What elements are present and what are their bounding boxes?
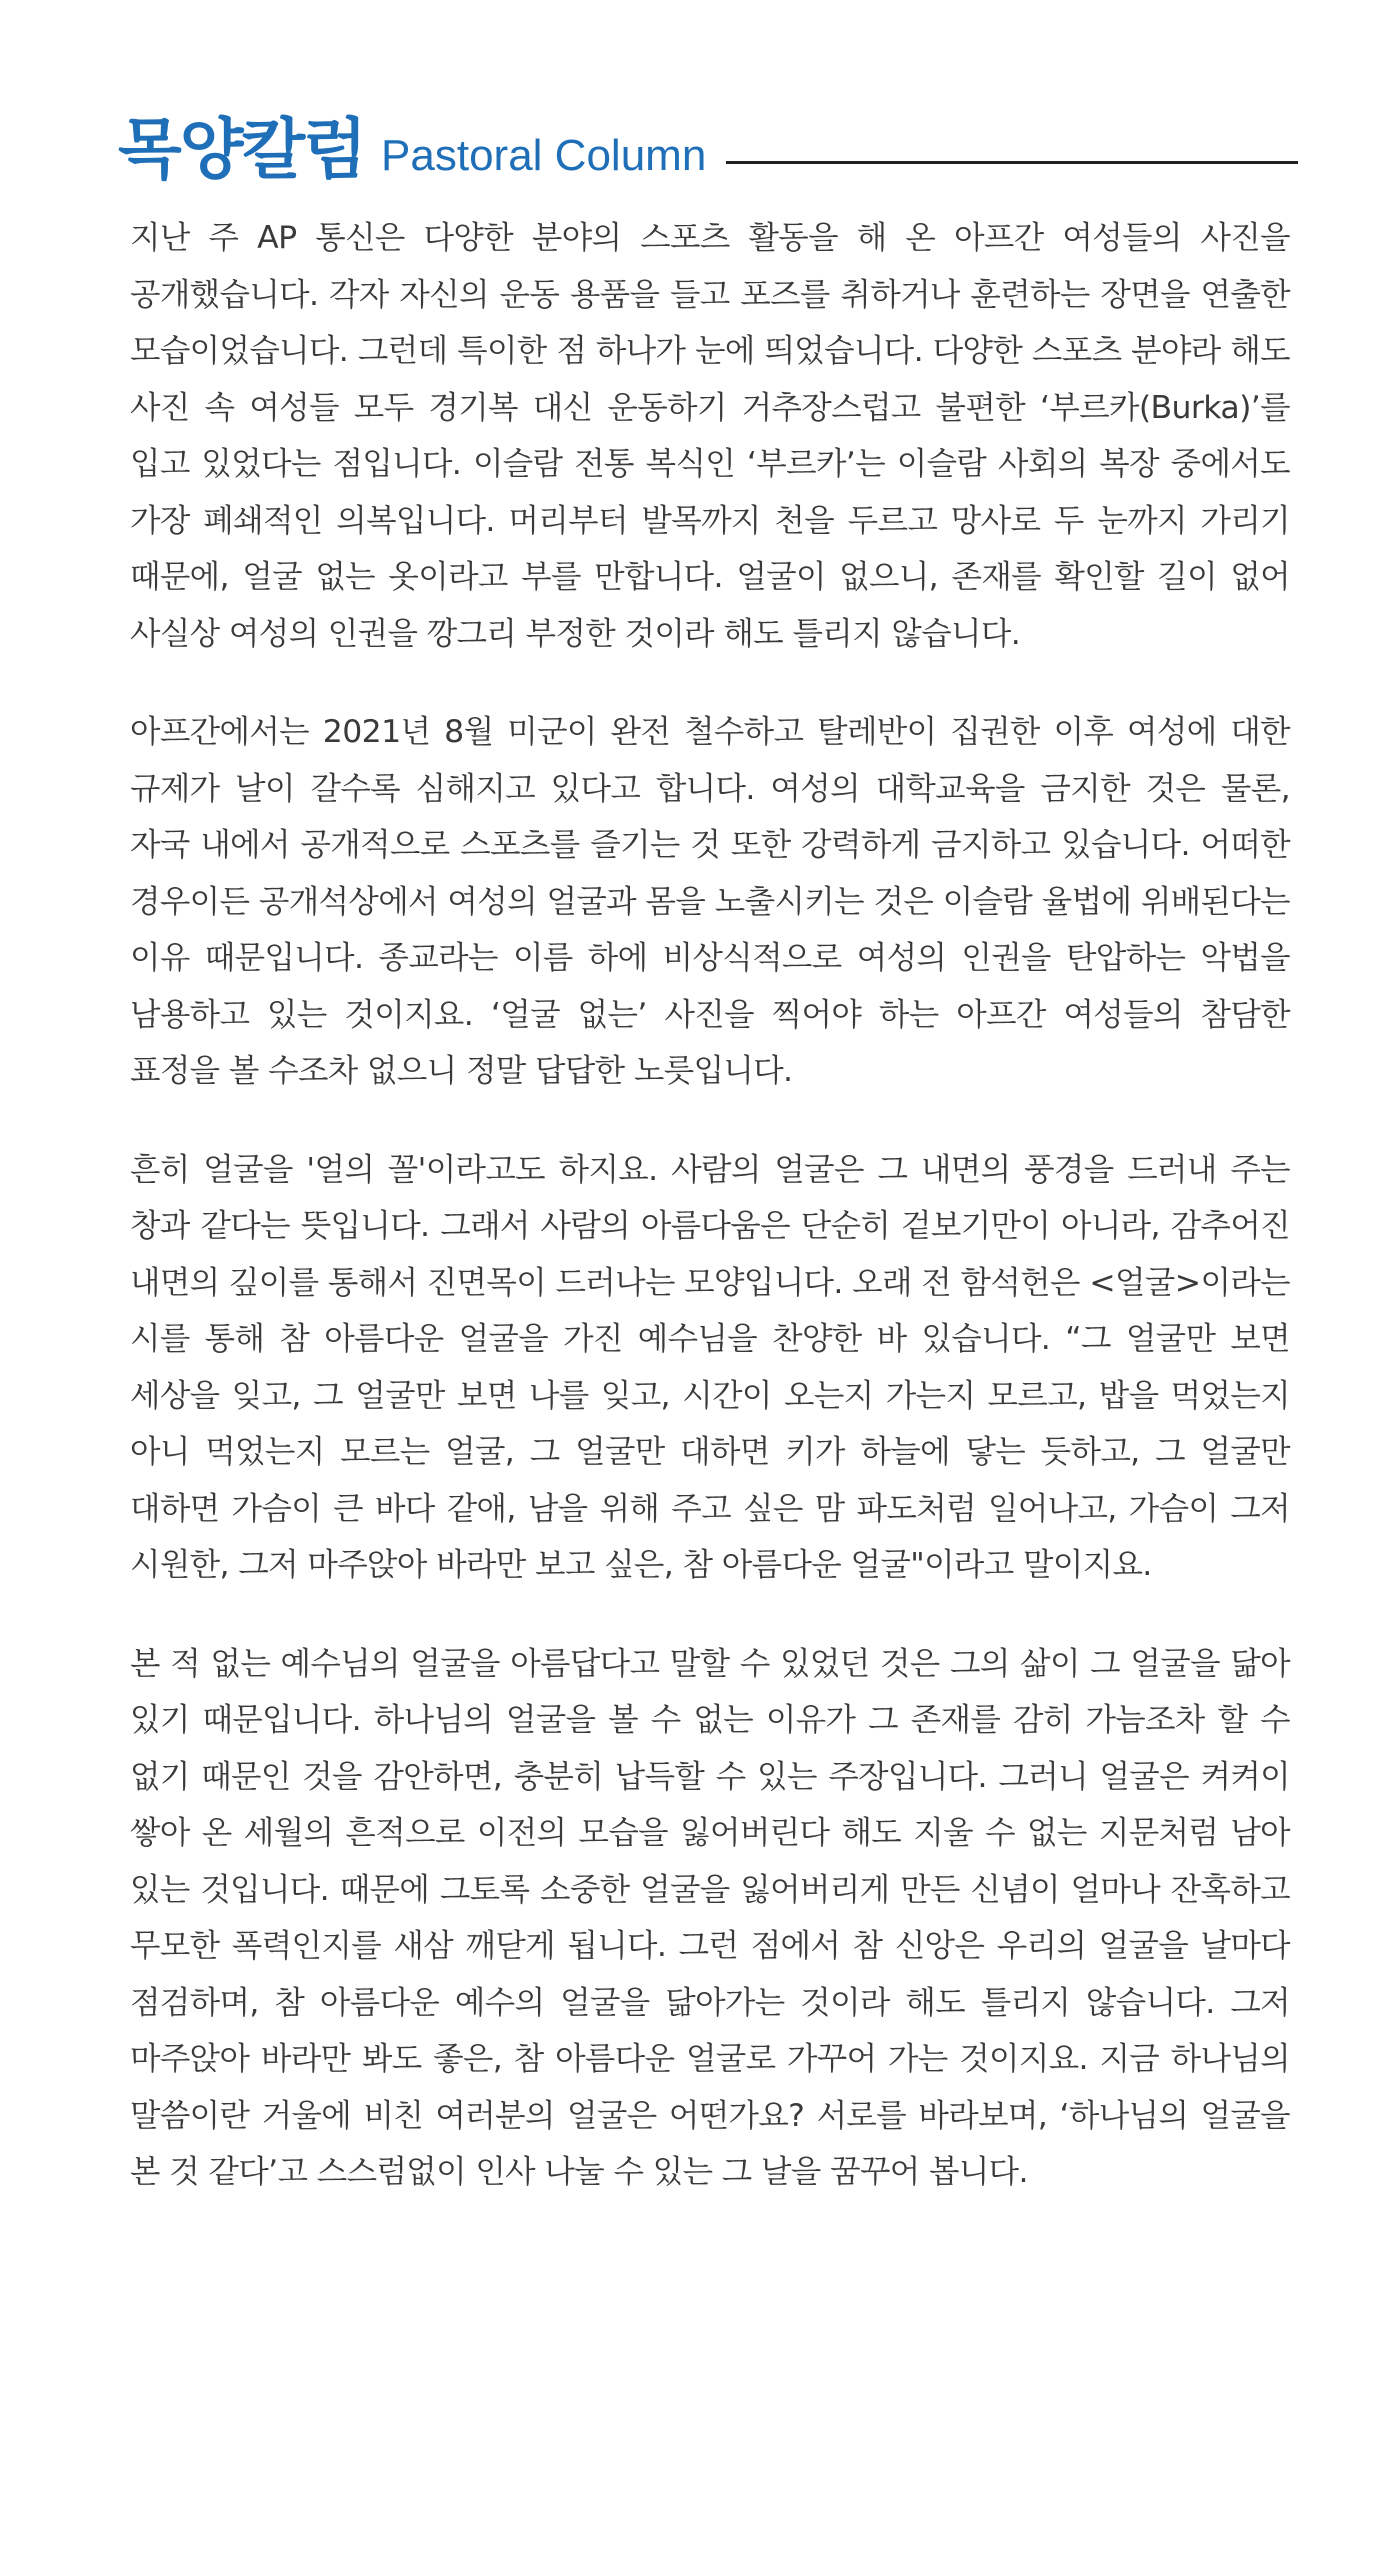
header-divider-line	[726, 161, 1298, 164]
paragraph-4: 본 적 없는 예수님의 얼굴을 아름답다고 말할 수 있었던 것은 그의 삶이 그 얼굴을 닮아 있기 때문입니다. 하나님의 얼굴을 볼 수 없는 이유가 그 존재를 감히 가늠조차 할 수 없기 때문인 것을 감안하면, 충분히 납득할 수 있는 주장입니다. 그러니 얼굴은 켜켜이 쌓아 온 세월의 흔적으로 이전의 모습을 잃어버린다 해도 지울 수 없는 지문처럼 남아 있는 것입니다. 때문에 그토록 소중한 얼굴을 잃어버리게 만든 신념이 얼마나 잔혹하고 무모한 폭력인지를 새삼 깨닫게 됩니다. 그런 점에서 참 신앙은 우리의 얼굴을 날마다 점검하며, 참 아름다운 예수의 얼굴을 닮아가는 것이라 해도 틀리지 않습니다. 그저 마주앉아 바라만 봐도 좋은, 참 아름다운 얼굴로 가꾸어 가는 것이지요. 지금 하나님의 말씀이란 거울에 비친 여러분의 얼굴은 어떤가요? 서로를 바라보며, ‘하나님의 얼굴을 본 것 같다’고 스스럼없이 인사 나눌 수 있는 그 날을 꿈꾸어 봅니다.	[130, 1645, 1290, 2190]
paragraph-1: 지난 주 AP 통신은 다양한 분야의 스포츠 활동을 해 온 아프간 여성들의 사진을 공개했습니다. 각자 자신의 운동 용품을 들고 포즈를 취하거나 훈련하는 장면을 연출한 모습이었습니다. 그런데 특이한 점 하나가 눈에 띄었습니다. 다양한 스포츠 분야라 해도 사진 속 여성들 모두 경기복 대신 운동하기 거추장스럽고 불편한 ‘부르카(Burka)’를 입고 있었다는 점입니다. 이슬람 전통 복식인 ‘부르카’는 이슬람 사회의 복장 중에서도 가장 폐쇄적인 의복입니다. 머리부터 발목까지 천을 두르고 망사로 두 눈까지 가리기 때문에, 얼굴 없는 옷이라고 부를 만합니다. 얼굴이 없으니, 존재를 확인할 길이 없어 사실상 여성의 인권을 깡그리 부정한 것이라 해도 틀리지 않습니다.	[130, 220, 1290, 652]
column-body	[130, 210, 1290, 2243]
column-title-korean: 목양칼럼	[118, 111, 366, 188]
column-header	[118, 100, 1298, 190]
paragraph-3: 흔히 얼굴을 '얼의 꼴'이라고도 하지요. 사람의 얼굴은 그 내면의 풍경을 드러내 주는 창과 같다는 뜻입니다. 그래서 사람의 아름다움은 단순히 겉보기만이 아니라, 감추어진 내면의 깊이를 통해서 진면목이 드러나는 모양입니다. 오래 전 함석헌은 <얼굴>이라는 시를 통해 참 아름다운 얼굴을 가진 예수님을 찬양한 바 있습니다. “그 얼굴만 보면 세상을 잊고, 그 얼굴만 보면 나를 잊고, 시간이 오는지 가는지 모르고, 밥을 먹었는지 아니 먹었는지 모르는 얼굴, 그 얼굴만 대하면 키가 하늘에 닿는 듯하고, 그 얼굴만 대하면 가슴이 큰 바다 같애, 남을 위해 주고 싶은 맘 파도처럼 일어나고, 가슴이 그저 시원한, 그저 마주앉아 바라만 보고 싶은, 참 아름다운 얼굴"이라고 말이지요.	[130, 1151, 1290, 1583]
paragraph-2: 아프간에서는 2021년 8월 미군이 완전 철수하고 탈레반이 집권한 이후 여성에 대한 규제가 날이 갈수록 심해지고 있다고 합니다. 여성의 대학교육을 금지한 것은 물론, 자국 내에서 공개적으로 스포츠를 즐기는 것 또한 강력하게 금지하고 있습니다. 어떠한 경우이든 공개석상에서 여성의 얼굴과 몸을 노출시키는 것은 이슬람 율법에 위배된다는 이유 때문입니다. 종교라는 이름 하에 비상식적으로 여성의 인권을 탄압하는 악법을 남용하고 있는 것이지요. ‘얼굴 없는’ 사진을 찍어야 하는 아프간 여성들의 참담한 표정을 볼 수조차 없으니 정말 답답한 노릇입니다.	[130, 714, 1290, 1089]
column-title-english: Pastoral Column	[381, 131, 707, 180]
